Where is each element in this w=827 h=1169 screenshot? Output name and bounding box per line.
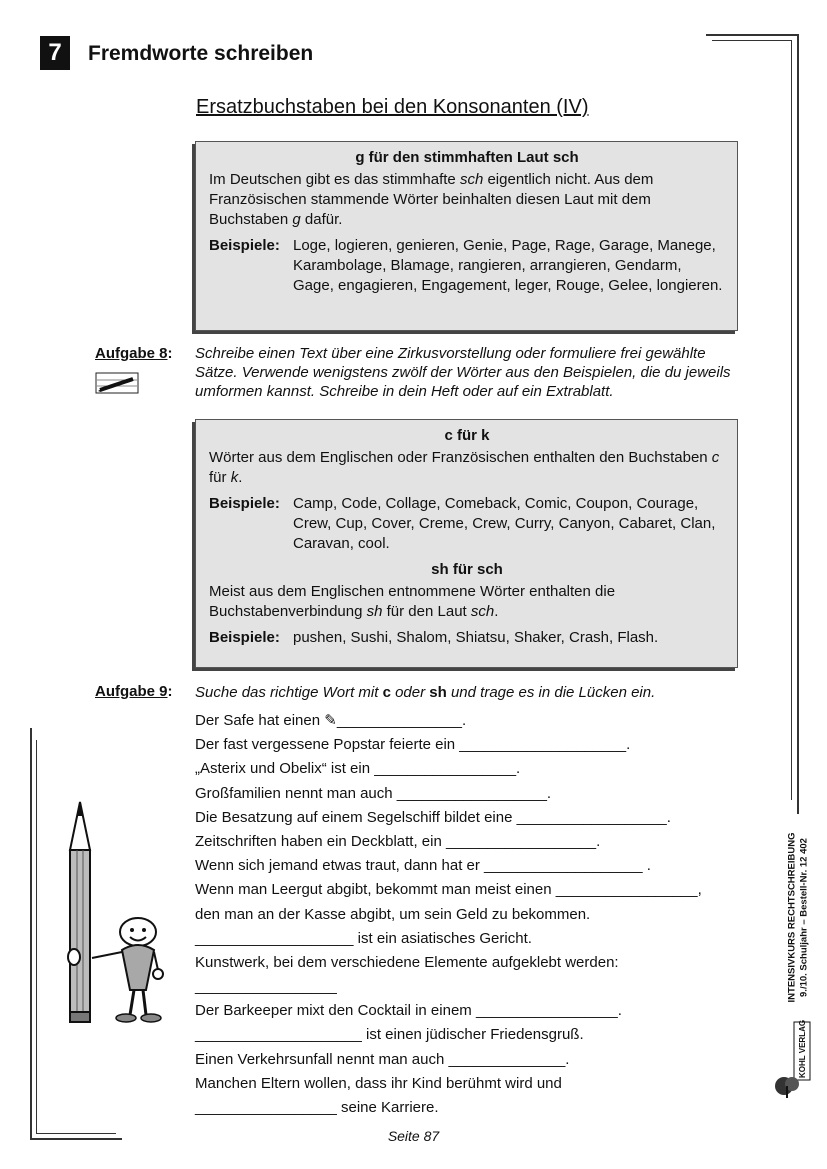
fill-in-line[interactable]: Der Barkeeper mixt den Cocktail in einem _________________. [195, 1002, 622, 1020]
intro-emphasis: k [230, 469, 239, 486]
svg-text:KOHL VERLAG: KOHL VERLAG [798, 1020, 807, 1078]
fill-in-line[interactable]: _________________ [195, 978, 337, 996]
fill-in-line[interactable]: ____________________ ist einen jüdischer Friedensgruß. [195, 1026, 584, 1044]
examples-list: pushen, Sushi, Shalom, Shiatsu, Shaker, Crash, Flash. [293, 629, 659, 646]
intro-text: für den Laut [382, 603, 471, 620]
examples-row [209, 236, 725, 296]
frame-left-v [30, 728, 32, 1140]
frame-right-v2 [791, 40, 792, 800]
info-box-title: c für k [444, 427, 490, 444]
chapter-title: Fremdworte schreiben [88, 42, 314, 65]
task-text-part: und trage es in die Lücken ein. [446, 684, 656, 701]
intro-text: . [494, 603, 499, 620]
chapter-number: 7 [40, 36, 70, 70]
fill-in-line[interactable]: Die Besatzung auf einem Segelschiff bildet eine __________________. [195, 808, 671, 826]
side-order-info: 9./10. Schuljahr – Bestell-Nr. 12 402 [798, 838, 810, 997]
task-label-colon: : [167, 345, 173, 362]
task-label-text: Aufgabe 8 [95, 345, 168, 362]
task-9-label [95, 683, 173, 700]
task-label-colon: : [167, 683, 173, 700]
task-9-text [195, 683, 743, 702]
intro-emphasis: sch [459, 171, 484, 188]
fill-in-line[interactable]: ___________________ ist ein asiatisches Gericht. [195, 929, 532, 947]
fill-in-line[interactable]: Wenn man Leergut abgibt, bekommt man meist einen _________________, [195, 881, 702, 899]
examples-list: Loge, logieren, genieren, Genie, Page, Rage, Garage, Manege, Karambolage, Blamage, rangieren, arrangieren, Gendarm, Gage, engagieren, Engagement, leger, Rouge, Gelee, longieren. [293, 237, 723, 294]
side-series-title: INTENSIVKURS RECHTSCHREIBUNG [786, 832, 798, 1003]
fill-in-line[interactable]: _________________ seine Karriere. [195, 1099, 439, 1116]
intro-emphasis: g [292, 211, 301, 228]
task-8-label [95, 345, 173, 362]
task-label-text: Aufgabe 9 [95, 683, 168, 700]
intro-text: eigentlich nicht. Aus dem Französischen stammende Wörter beinhalten diesen Laut mit dem Buchstaben [209, 171, 654, 228]
examples-row [209, 628, 725, 648]
examples-label: Beispiele: [209, 629, 280, 646]
frame-left-v2 [36, 740, 37, 1134]
intro-text: Im Deutschen gibt es das stimmhafte [209, 171, 460, 188]
info-box-intro [209, 170, 725, 230]
side-publisher-info [770, 820, 814, 1020]
task-text-part: Suche das richtige Wort mit [195, 684, 383, 701]
page-number: Seite 87 [387, 1128, 440, 1144]
fill-in-line[interactable]: Der fast vergessene Popstar feierte ein ____________________. [195, 736, 631, 754]
fill-in-line[interactable]: Großfamilien nennt man auch __________________. [195, 784, 552, 802]
intro-text: Meist aus dem Englischen entnommene Wörter enthalten die Buchstabenverbindung [209, 583, 616, 620]
fill-in-line[interactable]: Zeitschriften haben ein Deckblatt, ein __________________. [195, 832, 601, 850]
fill-in-line[interactable]: Manchen Eltern wollen, dass ihr Kind berühmt wird und [195, 1074, 562, 1092]
fill-in-line[interactable]: Kunstwerk, bei dem verschiedene Elemente aufgeklebt werden: [195, 953, 619, 971]
intro-emphasis: c [711, 449, 720, 466]
info-box-intro [209, 582, 725, 622]
examples-row [209, 494, 725, 554]
fill-in-line[interactable]: Der Safe hat einen ✎_______________. [195, 712, 467, 729]
intro-text: für [209, 469, 231, 486]
writing-pen-icon [95, 372, 139, 394]
examples-label: Beispiele: [209, 495, 280, 512]
frame-top-right-h [706, 34, 798, 36]
fill-in-line[interactable]: Wenn sich jemand etwas traut, dann hat er ___________________ . [195, 857, 651, 875]
task-text-bold: sh [429, 684, 447, 701]
intro-emphasis: sch [470, 603, 495, 620]
fill-in-line[interactable]: „Asterix und Obelix“ ist ein _________________. [195, 760, 521, 778]
examples-label: Beispiele: [209, 237, 280, 254]
task-text-bold: c [382, 684, 391, 701]
examples-list: Camp, Code, Collage, Comeback, Comic, Coupon, Courage, Crew, Cup, Cover, Creme, Crew, Curry, Canyon, Cabaret, Clan, Caravan, cool. [293, 495, 716, 552]
intro-emphasis: sh [366, 603, 383, 620]
fill-in-lines [195, 709, 702, 1120]
task-text-part: oder [390, 684, 430, 701]
frame-right-v [797, 34, 799, 814]
fill-in-line[interactable]: den man an der Kasse abgibt, um sein Geld zu bekommen. [195, 905, 591, 923]
pencil-character-illustration [58, 790, 168, 1030]
info-box-title: g für den stimmhaften Laut sch [355, 149, 579, 166]
frame-top-right-h2 [712, 40, 792, 41]
task-8-text: Schreibe einen Text über eine Zirkusvorstellung oder formuliere frei gewählte Sätze. Verwende wenigstens zwölf der Wörter aus den Beispielen, die du jeweils umformen kannst. Schreibe in dein Heft oder auf ein Extrablatt. [195, 345, 731, 400]
intro-text: . [238, 469, 243, 486]
page-subtitle: Ersatzbuchstaben bei den Konsonanten (IV) [196, 96, 589, 118]
intro-text: dafür. [300, 211, 343, 228]
info-box-title: sh für sch [431, 561, 503, 578]
kohl-verlag-logo [770, 1020, 818, 1100]
info-box-intro [209, 448, 725, 488]
intro-text: Wörter aus dem Englischen oder Französischen enthalten den Buchstaben [209, 449, 712, 466]
fill-in-line[interactable]: Einen Verkehrsunfall nennt man auch ______________. [195, 1050, 570, 1068]
info-box-c-sh [195, 419, 738, 668]
info-box-g [195, 141, 738, 331]
